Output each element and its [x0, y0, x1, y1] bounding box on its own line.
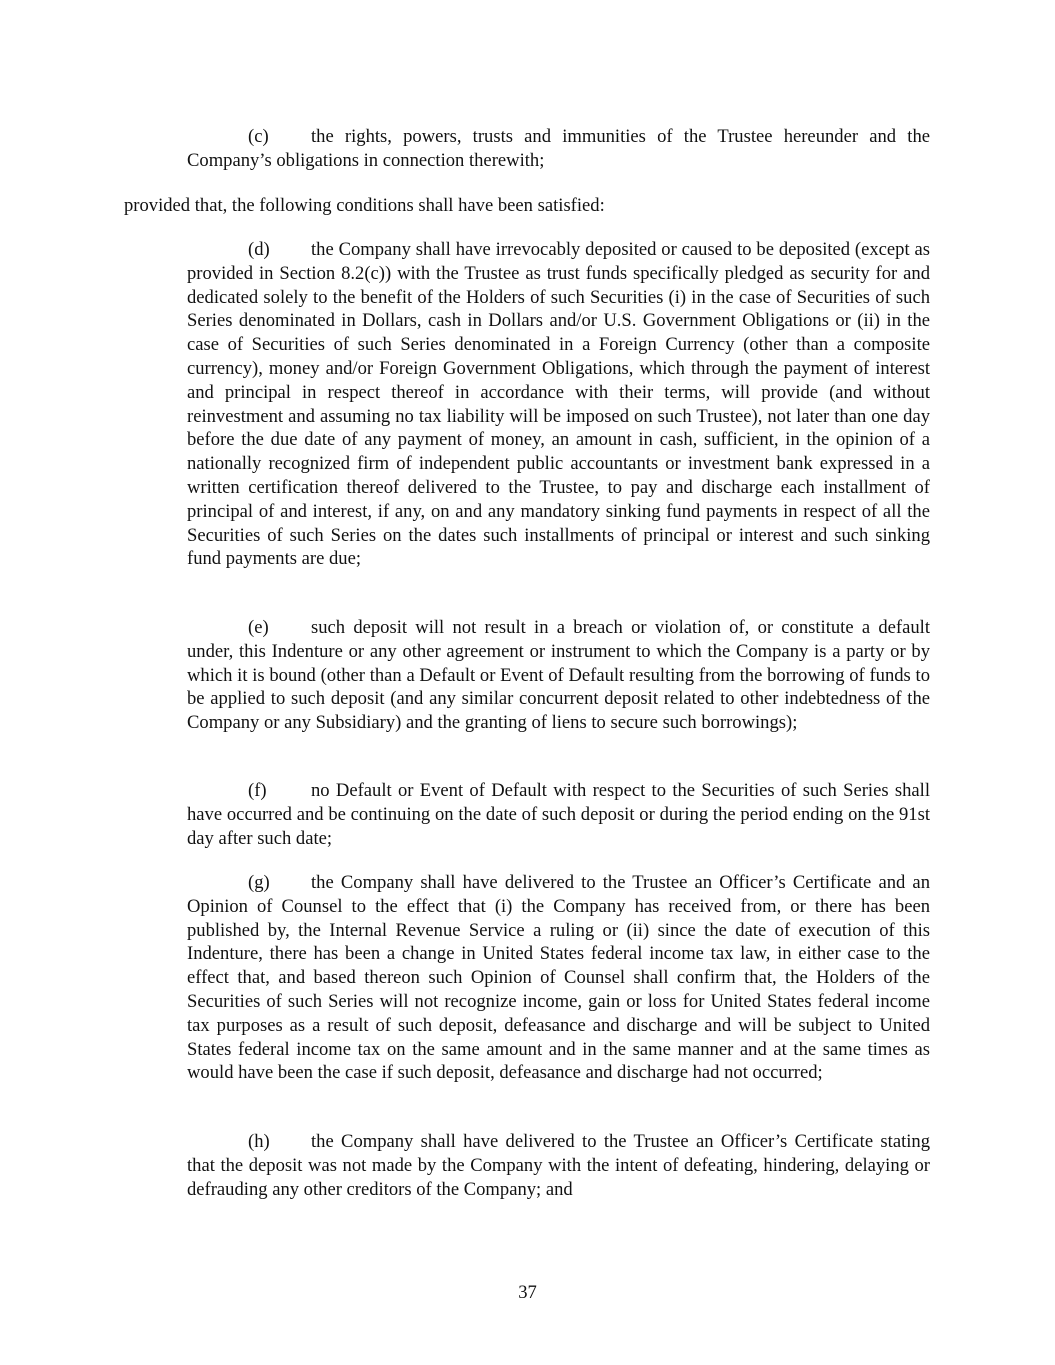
clause-c [187, 125, 930, 173]
clause-text: no Default or Event of Default with respect to the Securities of such Series shall have occurred and be continuing on the date of such deposit or during the period ending on the 91st day after such date; [187, 780, 930, 849]
clause-label: (f) [248, 780, 267, 801]
clause-label: (e) [248, 617, 269, 638]
clause-e [187, 616, 930, 735]
clause-label: (h) [248, 1131, 270, 1152]
clause-f [187, 779, 930, 850]
clause-text: the Company shall have delivered to the Trustee an Officer’s Certificate stating that the deposit was not made by the Company with the intent of defeating, hindering, delaying or defrauding any other creditors of the Company; and [187, 1131, 930, 1200]
clause-text: the Company shall have delivered to the Trustee an Officer’s Certificate and an Opinion of Counsel to the effect that (i) the Company has received from, or there has been published by, the Internal Revenue Service a ruling or (ii) since the date of execution of this Indenture, there has been a change in United States federal income tax law, in either case to the effect that, and based thereon such Opinion of Counsel shall confirm that, the Holders of the Securities of such Series will not recognize income, gain or loss for United States federal income tax purposes as a result of such deposit, defeasance and discharge and will be subject to United States federal income tax on the same amount and in the same manner and at the same times as would have been the case if such deposit, defeasance and discharge had not occurred; [187, 872, 930, 1084]
clause-g [187, 871, 930, 1085]
clause-d [187, 238, 930, 571]
page-number: 37 [518, 1282, 537, 1303]
clause-text: the rights, powers, trusts and immunities of the Trustee hereunder and the Company’s obligations in connection therewith; [187, 126, 930, 171]
proviso-paragraph [124, 194, 930, 218]
clause-text: such deposit will not result in a breach or violation of, or constitute a default under, this Indenture or any other agreement or instrument to which the Company is a party or by which it is bound (other than a Default or Event of Default resulting from the borrowing of funds to be applied to such deposit (and any similar concurrent deposit related to other indebtedness of the Company or any Subsidiary) and the granting of liens to secure such borrowings); [187, 617, 930, 734]
proviso-text: provided that, the following conditions shall have been satisfied: [124, 195, 605, 216]
clause-label: (c) [248, 126, 269, 147]
clause-label: (d) [248, 239, 270, 260]
clause-text: the Company shall have irrevocably deposited or caused to be deposited (except as provided in Section 8.2(c)) with the Trustee as trust funds specifically pledged as security for and dedicated solely to the benefit of the Holders of such Securities (i) in the case of Securities of such Series denominated in Dollars, cash in Dollars and/or U.S. Government Obligations or (ii) in the case of Securities of such Series denominated in a Foreign Currency (other than a composite currency), money and/or Foreign Government Obligations, which through the payment of interest and principal in respect thereof in accordance with their terms, will provide (and without reinvestment and assuming no tax liability will be imposed on such Trustee), not later than one day before the due date of any payment of money, an amount in cash, sufficient, in the opinion of a nationally recognized firm of independent public accountants or investment bank expressed in a written certification thereof delivered to the Trustee, to pay and discharge each installment of principal of and interest, if any, on and any mandatory sinking fund payments in respect of all the Securities of such Series on the dates such installments of principal or interest and such sinking fund payments are due; [187, 239, 930, 570]
clause-h [187, 1130, 930, 1201]
clause-label: (g) [248, 872, 270, 893]
